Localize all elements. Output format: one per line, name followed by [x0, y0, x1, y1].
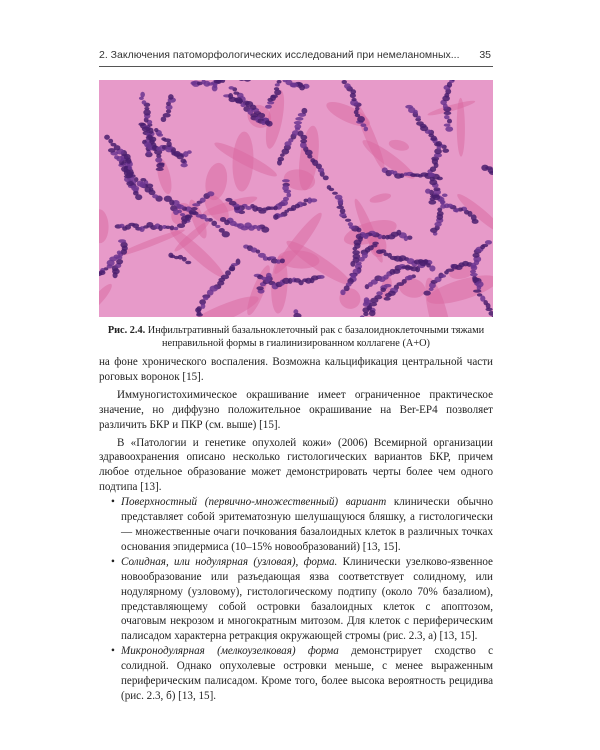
histology-micrograph — [99, 80, 493, 317]
bullet-icon: • — [111, 555, 115, 568]
bullet-icon: • — [111, 496, 115, 509]
paragraph-1: на фоне хронического воспаления. Возможна кальцификация центральной части роговых воронок [15]. — [99, 356, 493, 383]
figure-caption-text: Инфильтративный базальноклеточный рак с базалоидноклеточными тяжами неправильной формы в гиалинизированном коллагене (А+О) — [145, 325, 485, 349]
list-item — [99, 495, 493, 555]
list-item-text: демонстрирует сходство с солидной. Однако опухолевые островки меньше, с менее выраженным периферическим палисадом. Кроме того, более высока вероятность рецидива (рис. 2.3, б) [13, 15]. — [121, 645, 493, 702]
list-item-term: Солидная, или нодулярная (узловая), форма. — [121, 555, 338, 568]
variant-list — [99, 495, 493, 704]
body-text — [99, 355, 493, 704]
figure-label: Рис. 2.4. — [107, 325, 146, 336]
list-item-text: клинически обычно представляет собой эритематозную шелушащуюся бляшку, а гистологически — множественные очаги почкования базалоидных клеток в различных точках основания эпидермиса (10–15% новообразований) [13, 15]. — [121, 496, 493, 553]
figure-caption — [99, 324, 493, 350]
list-item — [99, 555, 493, 644]
bullet-icon: • — [111, 645, 115, 658]
histology-image — [99, 80, 493, 317]
list-item — [99, 644, 493, 704]
paragraph-3: В «Патологии и генетике опухолей кожи» (2006) Всемирной организации здравоохранения описано несколько гистологических вариантов БКР, причем любое отдельное образование может демонстрировать черты более чем одного подтипа [13]. — [99, 436, 493, 494]
running-title: 2. Заключения патоморфологических исследований при немеланомных... — [99, 49, 460, 61]
list-item-term: Поверхностный (первично-множественный) вариант — [121, 496, 387, 509]
list-item-term: Микронодулярная (мелкоузелковая) форма — [121, 645, 339, 658]
list-item-text: Клинически узелково-язвенное новообразование или разъедающая язва соответствует солидному, или нодулярному (узловому), гистологическому подтипу (около 70% базалиом), представляющему собой островки базалоидных клеток с апоптозом, очаговым некрозом и многократным митозом. Для клеток с периферическим палисадом характерна ретракция окружающей стромы (рис. 2.3, а) [13, 15]. — [121, 555, 493, 643]
running-header — [99, 48, 493, 67]
paragraph-2: Иммуногистохимическое окрашивание имеет ограниченное практическое значение, но диффузно положительное окрашивание на Ber-EP4 позволяет различить БКР и ПКР (см. выше) [15]. — [99, 388, 493, 431]
page-number: 35 — [479, 49, 491, 61]
